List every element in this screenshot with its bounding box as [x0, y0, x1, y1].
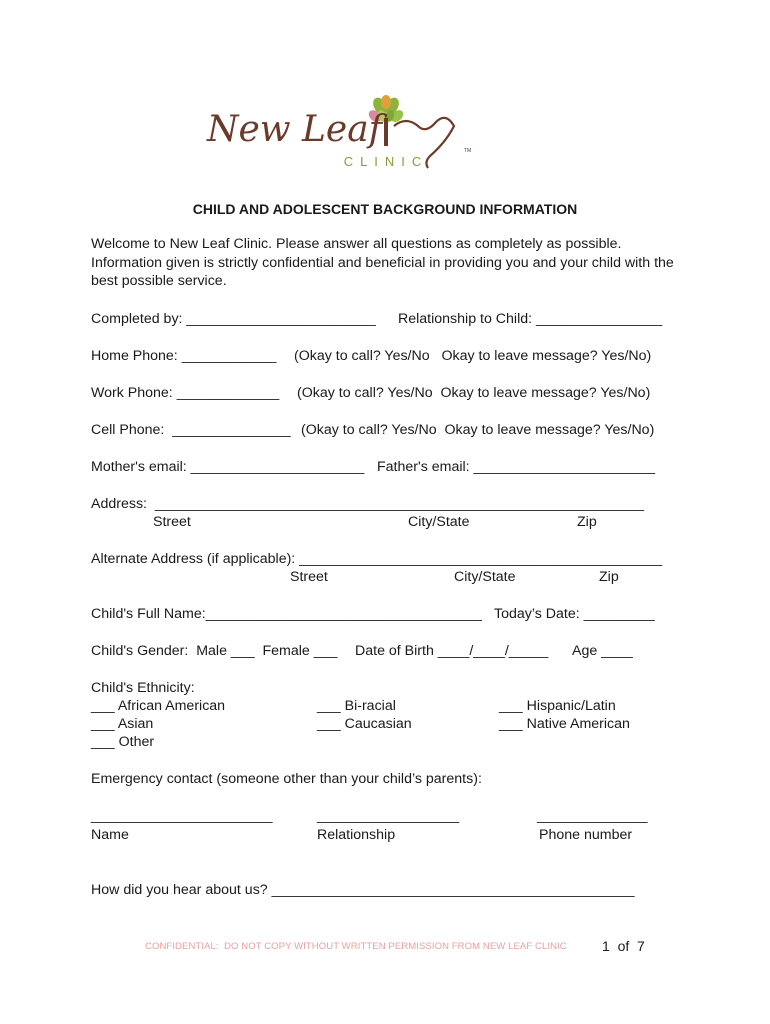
alt-address-city-label: City/State — [454, 569, 516, 585]
new-leaf-clinic-logo — [206, 92, 488, 178]
emergency-relationship-label: Relationship — [317, 827, 396, 843]
emergency-name-label: Name — [91, 827, 129, 843]
age-field[interactable]: Age ____ — [572, 643, 633, 659]
ethnicity-hispanic-latin[interactable]: ___ Hispanic/Latin — [499, 698, 616, 714]
home-phone-options: (Okay to call? Yes/No Okay to leave message? Yes/No) — [294, 348, 652, 364]
ethnicity-african-american[interactable]: ___ African American — [91, 698, 226, 714]
form-title: CHILD AND ADOLESCENT BACKGROUND INFORMATION — [192, 201, 578, 217]
ethnicity-other[interactable]: ___ Other — [91, 734, 155, 750]
todays-date-field[interactable]: Today’s Date: _________ — [494, 606, 655, 622]
work-phone-field[interactable]: Work Phone: _____________ — [91, 385, 280, 401]
page-number: 1 of 7 — [602, 938, 645, 954]
child-gender-field[interactable]: Child's Gender: Male ___ Female ___ — [91, 643, 338, 659]
address-city-label: City/State — [408, 514, 470, 530]
alt-address-street-label: Street — [290, 569, 328, 585]
cell-phone-options: (Okay to call? Yes/No Okay to leave message? Yes/No) — [301, 422, 655, 438]
cell-phone-field[interactable]: Cell Phone: _______________ — [91, 422, 291, 438]
work-phone-options: (Okay to call? Yes/No Okay to leave message? Yes/No) — [297, 385, 651, 401]
emergency-phone-label: Phone number — [539, 827, 633, 843]
address-street-label: Street — [153, 514, 191, 530]
how-did-you-hear-field[interactable]: How did you hear about us? ______________________________________________ — [91, 882, 635, 898]
address-zip-label: Zip — [577, 514, 597, 530]
ethnicity-label: Child's Ethnicity: — [91, 680, 195, 696]
ethnicity-caucasian[interactable]: ___ Caucasian — [317, 716, 412, 732]
intro-paragraph: Welcome to New Leaf Clinic. Please answer all questions as completely as possible. Information given is strictly confidential and beneficial in providing you and your child with the best possible service. — [91, 236, 674, 289]
emergency-phone-line[interactable]: ______________ — [537, 808, 648, 824]
alt-address-zip-label: Zip — [599, 569, 619, 585]
emergency-contact-label: Emergency contact (someone other than your child’s parents): — [91, 771, 482, 787]
child-full-name-field[interactable]: Child's Full Name:___________________________________ — [91, 606, 482, 622]
ethnicity-biracial[interactable]: ___ Bi-racial — [317, 698, 396, 714]
emergency-relationship-line[interactable]: __________________ — [317, 808, 460, 824]
svg-text:New Leaf: New Leaf — [206, 109, 382, 150]
ethnicity-asian[interactable]: ___ Asian — [91, 716, 154, 732]
confidential-footer: CONFIDENTIAL: DO NOT COPY WITHOUT WRITTEN PERMISSION FROM NEW LEAF CLINIC — [145, 941, 567, 952]
relationship-to-child-field[interactable]: Relationship to Child: ________________ — [398, 311, 663, 327]
svg-text:CLINIC: CLINIC — [343, 154, 429, 169]
emergency-name-line[interactable]: _______________________ — [91, 808, 273, 824]
alternate-address-field[interactable]: Alternate Address (if applicable): ______________________________________________ — [91, 551, 663, 567]
fathers-email-field[interactable]: Father's email: _______________________ — [377, 459, 656, 475]
date-of-birth-field[interactable]: Date of Birth ____/____/_____ — [355, 643, 549, 659]
home-phone-field[interactable]: Home Phone: ____________ — [91, 348, 277, 364]
address-field[interactable]: Address: ______________________________________________________________ — [91, 496, 645, 512]
ethnicity-native-american[interactable]: ___ Native American — [499, 716, 630, 732]
svg-text:TM: TM — [464, 148, 472, 154]
leaf-tree-icon — [206, 92, 488, 178]
mothers-email-field[interactable]: Mother's email: ______________________ — [91, 459, 365, 475]
completed-by-field[interactable]: Completed by: ________________________ — [91, 311, 376, 327]
